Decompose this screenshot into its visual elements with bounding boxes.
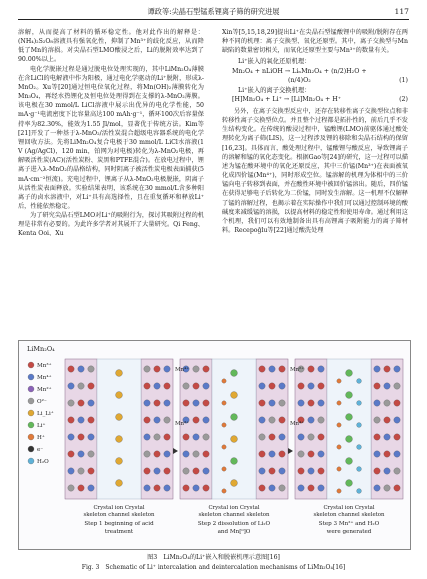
- ion-channel: [212, 359, 256, 499]
- skeleton-atom: [183, 468, 189, 474]
- skeleton-atom: [259, 366, 265, 372]
- skeleton-atom: [298, 451, 304, 457]
- legend-marker: [28, 434, 34, 440]
- channel-ion: [116, 458, 123, 465]
- skeleton-atom: [164, 434, 170, 440]
- skeleton-atom: [394, 434, 400, 440]
- skeleton-atom: [78, 383, 84, 389]
- skeleton-atom: [154, 485, 160, 491]
- skeleton-atom: [279, 383, 285, 389]
- side-label: Mn³⁺: [175, 421, 189, 427]
- skeleton-atom: [269, 468, 275, 474]
- page-number: 117: [394, 7, 409, 16]
- skeleton-atom: [259, 468, 265, 474]
- skeleton-atom: [193, 434, 199, 440]
- proton-marker: [337, 423, 341, 427]
- step-label-line: skeleton channel skeleton: [313, 512, 385, 518]
- skeleton-atom: [269, 383, 275, 389]
- skeleton-atom: [279, 400, 285, 406]
- skeleton-atom: [298, 434, 304, 440]
- skeleton-atom: [183, 383, 189, 389]
- channel-ion: [231, 458, 238, 465]
- skeleton-atom: [279, 366, 285, 372]
- skeleton-atom: [164, 366, 170, 372]
- water-marker: [357, 467, 362, 472]
- channel-ion: [231, 414, 238, 421]
- skeleton-atom: [78, 485, 84, 491]
- water-marker: [357, 489, 362, 494]
- skeleton-atom: [394, 485, 400, 491]
- legend-marker: [28, 422, 34, 428]
- step-label-line: skeleton channel skeleton: [83, 512, 155, 518]
- skeleton-atom: [298, 468, 304, 474]
- crystal-skeleton-left: [295, 359, 327, 499]
- skeleton-atom: [384, 468, 390, 474]
- skeleton-atom: [193, 383, 199, 389]
- skeleton-atom: [78, 366, 84, 372]
- skeleton-atom: [279, 468, 285, 474]
- left-paragraph: 电化学脱嵌过程是通过脱电位处理实现的，其中LiMn₂O₄薄膜在含LiCl的电解液中作为阳极，通过电化学驱动的Li⁺脱附，形成λ-MnO₂。Xu等[20]通过恒电位氧化过程，将Mn(OH)₂薄膜转化为Mn₃O₄，再经水热锂化及恒电位处理得到在支撑的λ-MnO₂薄膜。该电极在30 mmol/L LiCl溶液中展示出优异的电化学性能，50 mA·g⁻¹电流密度下比容量高达100 mAh·g⁻¹，循环100次后容量保持率为82.30%，能效为1.55 Jl/mol，显著优于传统方法。Kim等[21]开发了一种基于λ-MnO₂/活性炭混合超级电容器系统的电化学锂回收方法。先将LiMn₂O₄复合电极于30 mmol/L LiCl水溶液(1 V (Ag/AgCl)，120 min，铂网为对电极)转化为λ-MnO₂电极，再解吸活性炭(AC)(活性炭粉、炭黑和PTFE混合)。在放电过程中，锂离子进入λ-MnO₂的晶格结构，同时阴离子被活性炭电极表面捕获(5 mA·cm⁻²恒流)。充电过程中，锂离子从λ-MnO₂电极脱嵌，阴离子从活性炭表面释放。实验结果表明，该系统在30 mmol/L含多种阳离子的卤水溶液中，对Li⁺具有高选择性，且在重复循环和释放Li⁺后，性能依然稳定。: [18, 65, 204, 210]
- skeleton-atom: [269, 417, 275, 423]
- mechanism-schematic: [19, 341, 410, 549]
- skeleton-atom: [203, 451, 209, 457]
- skeleton-atom: [318, 417, 324, 423]
- side-label: Mn⁴⁺: [290, 421, 304, 427]
- crystal-skeleton-left: [180, 359, 212, 499]
- skeleton-atom: [203, 485, 209, 491]
- skeleton-atom: [144, 451, 150, 457]
- skeleton-atom: [164, 400, 170, 406]
- skeleton-atom: [154, 468, 160, 474]
- figure-caption-english: Fig. 3 Schematic of Li⁺ intercalation and deintercalation mechanisms of LiMn₂O₄[16]: [81, 564, 346, 571]
- skeleton-atom: [164, 451, 170, 457]
- skeleton-atom: [78, 400, 84, 406]
- skeleton-atom: [144, 468, 150, 474]
- crystal-skeleton-right: [141, 359, 173, 499]
- skeleton-atom: [203, 434, 209, 440]
- skeleton-atom: [279, 417, 285, 423]
- channel-ion: [116, 370, 123, 377]
- skeleton-atom: [203, 383, 209, 389]
- skeleton-atom: [384, 434, 390, 440]
- skeleton-atom: [318, 485, 324, 491]
- skeleton-atom: [308, 417, 314, 423]
- channel-ion: [346, 436, 353, 443]
- skeleton-atom: [318, 451, 324, 457]
- right-column: [222, 28, 408, 235]
- crystal-skeleton-left: [65, 359, 97, 499]
- skeleton-atom: [374, 434, 380, 440]
- skeleton-atom: [154, 400, 160, 406]
- skeleton-atom: [154, 451, 160, 457]
- skeleton-atom: [318, 383, 324, 389]
- skeleton-atom: [68, 434, 74, 440]
- channel-ion: [231, 436, 238, 443]
- skeleton-atom: [384, 485, 390, 491]
- legend-label: e⁻: [37, 447, 44, 453]
- skeleton-atom: [193, 417, 199, 423]
- channel-ion: [116, 436, 123, 443]
- skeleton-atom: [308, 485, 314, 491]
- skeleton-atom: [68, 417, 74, 423]
- skeleton-atom: [308, 400, 314, 406]
- proton-marker: [337, 401, 341, 405]
- skeleton-atom: [78, 451, 84, 457]
- skeleton-atom: [318, 366, 324, 372]
- legend-label: Li⁺: [37, 423, 46, 429]
- ion-channel: [97, 359, 141, 499]
- proton-marker: [337, 445, 341, 449]
- channel-ion: [346, 392, 353, 399]
- water-marker: [357, 379, 362, 384]
- proton-marker: [222, 379, 226, 383]
- skeleton-atom: [88, 434, 94, 440]
- skeleton-atom: [164, 417, 170, 423]
- equation-1-label: Li⁺嵌入的氧化还原机理：: [238, 58, 311, 66]
- skeleton-atom: [374, 400, 380, 406]
- channel-ion: [346, 458, 353, 465]
- skeleton-atom: [269, 434, 275, 440]
- skeleton-atom: [88, 383, 94, 389]
- skeleton-atom: [144, 417, 150, 423]
- legend-label: Li_Li⁺: [37, 411, 54, 417]
- skeleton-atom: [384, 383, 390, 389]
- equation-1-number: (1): [399, 77, 408, 85]
- skeleton-atom: [203, 468, 209, 474]
- skeleton-atom: [193, 485, 199, 491]
- skeleton-atom: [394, 366, 400, 372]
- skeleton-atom: [68, 485, 74, 491]
- skeleton-atom: [203, 366, 209, 372]
- legend-marker: [28, 362, 34, 368]
- step-title: treatment: [104, 529, 134, 535]
- skeleton-atom: [308, 434, 314, 440]
- skeleton-atom: [88, 366, 94, 372]
- skeleton-atom: [259, 383, 265, 389]
- skeleton-atom: [269, 400, 275, 406]
- water-marker: [357, 445, 362, 450]
- skeleton-atom: [259, 451, 265, 457]
- proton-marker: [337, 467, 341, 471]
- skeleton-atom: [308, 468, 314, 474]
- skeleton-atom: [144, 400, 150, 406]
- skeleton-atom: [394, 451, 400, 457]
- skeleton-atom: [193, 451, 199, 457]
- skeleton-atom: [88, 451, 94, 457]
- skeleton-atom: [394, 417, 400, 423]
- skeleton-atom: [164, 383, 170, 389]
- left-paragraph: 溶解，从而提高了材料的循环稳定性。他对此作出的解释是：(NH₄)₂S₂O₈溶液具有强氧化性，抑制了Mn³⁺的歧化反应，从而降低了Mn的溶损。对尖晶石型LMO酸浸之后，Li的脱附效率达到了90.00%以上。: [18, 29, 204, 64]
- proton-marker: [337, 379, 341, 383]
- channel-ion: [346, 370, 353, 377]
- skeleton-atom: [269, 485, 275, 491]
- legend-label: O²⁻: [37, 399, 47, 405]
- skeleton-atom: [259, 434, 265, 440]
- skeleton-atom: [308, 451, 314, 457]
- side-label: Mn²⁺: [290, 367, 304, 373]
- skeleton-atom: [259, 400, 265, 406]
- equation-2-line: [H]Mn₂O₄ + Li⁺ → [Li]Mn₂O₄ + H⁺ (2): [232, 96, 408, 104]
- legend-marker: [28, 446, 34, 452]
- channel-ion: [116, 480, 123, 487]
- legend-label: Mn⁴⁺: [37, 375, 52, 381]
- skeleton-atom: [88, 468, 94, 474]
- skeleton-atom: [193, 400, 199, 406]
- skeleton-atom: [183, 451, 189, 457]
- skeleton-atom: [183, 434, 189, 440]
- skeleton-atom: [279, 485, 285, 491]
- header-rule: [18, 19, 409, 20]
- step-title: Step 3 Mn²⁺ and H₂O: [318, 521, 380, 527]
- skeleton-atom: [298, 383, 304, 389]
- channel-ion: [231, 480, 238, 487]
- skeleton-atom: [269, 366, 275, 372]
- legend-marker: [28, 374, 34, 380]
- water-marker: [357, 401, 362, 406]
- side-label: Mn⁴⁺: [175, 367, 189, 373]
- skeleton-atom: [374, 468, 380, 474]
- skeleton-atom: [68, 383, 74, 389]
- mechanism-figure: [18, 340, 411, 550]
- legend-label: H⁺: [37, 435, 45, 441]
- step-arrow-head: [173, 448, 178, 454]
- channel-ion: [231, 370, 238, 377]
- skeleton-atom: [318, 400, 324, 406]
- equation-1-block: [222, 57, 408, 105]
- skeleton-atom: [154, 383, 160, 389]
- skeleton-atom: [394, 383, 400, 389]
- channel-ion: [116, 414, 123, 421]
- skeleton-atom: [154, 417, 160, 423]
- skeleton-atom: [144, 383, 150, 389]
- skeleton-atom: [259, 417, 265, 423]
- skeleton-atom: [144, 366, 150, 372]
- skeleton-atom: [68, 366, 74, 372]
- step-label-line: Crystal ion Crystal: [323, 505, 375, 511]
- ion-channel: [327, 359, 371, 499]
- right-body-paragraph: 另外，在离子交换型反应中，还存在转移性离子交换型位点和非转移性离子交换型位点。并且整个过程都是拓扑性的，前后几乎不发生结构变化。在传统的酸浸过程中，锰酸锂(LMO)前驱体通过酸处理转化为离子筛(LIS)，这一过程涉及锂的移除和尖晶石结构的保留[16,23]。具体而言，酸处理过程中，锰酸锂与酸反应，导致锂离子的溶解和锰的氧化态变化。根据Gao等[24]的研究，这一过程可以描述为锰在酸环境中的氧化还原反应，其中三价锰(Mn³⁺)在表面被氧化成四价锰(Mn⁴⁺)，同时形成空位。锰溶解的机理为体相中的三价锰向电子转移到表面，并在酸性环境中被回价锰溶出。随后，四价锰在获得足够电子后转化为二价锰，同时发生溶解。这一机理不仅解释了锰的溶解过程，也揭示着在实际操作中我们可以通过控制环境的酸碱度来减缓锰的溶损，以提高材料的稳定性和使用寿命。通过利用这个机理，我们可以有效地制备出具有高锂离子吸附能力的离子筛材料。Recepoğlu等[22]通过酸洗处理: [222, 107, 408, 234]
- skeleton-atom: [78, 417, 84, 423]
- skeleton-atom: [298, 400, 304, 406]
- skeleton-atom: [203, 417, 209, 423]
- legend-marker: [28, 458, 34, 464]
- skeleton-atom: [68, 451, 74, 457]
- skeleton-atom: [318, 434, 324, 440]
- step-title: and Mn[⁰]O: [217, 529, 251, 535]
- legend-label: Mn²⁺: [37, 387, 52, 393]
- skeleton-atom: [68, 400, 74, 406]
- skeleton-atom: [164, 485, 170, 491]
- skeleton-atom: [394, 468, 400, 474]
- skeleton-atom: [384, 451, 390, 457]
- equation-2-label: Li⁺嵌入的离子交换机理：: [238, 86, 311, 94]
- figure-caption-chinese: 图3 LiMn₂O₄的Li⁺嵌入和脱嵌机理示意图[16]: [147, 554, 280, 561]
- panel-title: LiMn₂O₄: [27, 345, 55, 353]
- skeleton-atom: [193, 468, 199, 474]
- channel-ion: [346, 414, 353, 421]
- skeleton-atom: [144, 485, 150, 491]
- skeleton-atom: [183, 485, 189, 491]
- skeleton-atom: [88, 485, 94, 491]
- equation-2-number: (2): [399, 96, 408, 104]
- channel-ion: [346, 480, 353, 487]
- step-label-line: skeleton channel skeleton: [198, 512, 270, 518]
- skeleton-atom: [308, 366, 314, 372]
- legend-marker: [28, 398, 34, 404]
- left-paragraph: 为了研究尖晶石型LMO对Li⁺的吸附行为，探讨其吸附过程的机理是非常有必要的。为此许多学者对其展开了大量研究。Qi Feng、Kenta Ooi、Xu: [18, 212, 204, 238]
- skeleton-atom: [384, 400, 390, 406]
- skeleton-atom: [308, 383, 314, 389]
- proton-marker: [222, 489, 226, 493]
- skeleton-atom: [374, 451, 380, 457]
- right-intro-paragraph: Xin等[5,15,18,29]提出Li⁺在尖晶石型锰酸锂中的吸附/脱附存在两种不同的机理：离子交换型、氧化还原型。其中，离子交换型与Mn缺陷的数量密切相关，而氧化还原型主要与Mn³⁺的数量有关。: [222, 29, 408, 55]
- running-title: 谭政等:尖晶石型锰系锂离子筛的研究进展: [147, 7, 280, 16]
- skeleton-atom: [154, 366, 160, 372]
- skeleton-atom: [78, 434, 84, 440]
- step-label-line: Crystal ion Crystal: [93, 505, 145, 511]
- step-title: were generated: [326, 529, 372, 535]
- skeleton-atom: [259, 485, 265, 491]
- skeleton-atom: [144, 434, 150, 440]
- skeleton-atom: [374, 417, 380, 423]
- proton-marker: [222, 467, 226, 471]
- left-column: [18, 28, 204, 239]
- legend-label: Mn³⁺: [37, 363, 52, 369]
- proton-marker: [337, 489, 341, 493]
- skeleton-atom: [88, 417, 94, 423]
- crystal-skeleton-right: [371, 359, 403, 499]
- skeleton-atom: [183, 400, 189, 406]
- proton-marker: [222, 401, 226, 405]
- skeleton-atom: [374, 366, 380, 372]
- skeleton-atom: [384, 366, 390, 372]
- legend-marker: [28, 386, 34, 392]
- skeleton-atom: [164, 468, 170, 474]
- skeleton-atom: [394, 400, 400, 406]
- step-label-line: Crystal ion Crystal: [208, 505, 260, 511]
- skeleton-atom: [318, 468, 324, 474]
- step-arrow-head: [288, 448, 293, 454]
- legend-marker: [28, 410, 34, 416]
- skeleton-atom: [374, 383, 380, 389]
- page-header: [0, 0, 427, 22]
- skeleton-atom: [68, 468, 74, 474]
- skeleton-atom: [203, 400, 209, 406]
- water-marker: [357, 423, 362, 428]
- legend-label: H₂O: [37, 459, 49, 465]
- skeleton-atom: [298, 485, 304, 491]
- skeleton-atom: [193, 366, 199, 372]
- equation-1-line-1: Mn₂O₄ + nLiOH → LiₙMn₂O₄ + (n/2)H₂O +: [232, 67, 367, 75]
- skeleton-atom: [269, 451, 275, 457]
- step-title: Step 2 dissolution of Li₂O: [197, 521, 271, 527]
- channel-ion: [116, 392, 123, 399]
- crystal-skeleton-right: [256, 359, 288, 499]
- equation-1-line-2: (n/4)O₂ (1): [288, 77, 408, 85]
- proton-marker: [222, 423, 226, 427]
- skeleton-atom: [279, 434, 285, 440]
- channel-ion: [231, 392, 238, 399]
- skeleton-atom: [384, 417, 390, 423]
- skeleton-atom: [78, 468, 84, 474]
- skeleton-atom: [374, 485, 380, 491]
- proton-marker: [222, 445, 226, 449]
- skeleton-atom: [88, 400, 94, 406]
- step-title: Step 1 beginning of acid: [84, 521, 154, 527]
- skeleton-atom: [154, 434, 160, 440]
- skeleton-atom: [279, 451, 285, 457]
